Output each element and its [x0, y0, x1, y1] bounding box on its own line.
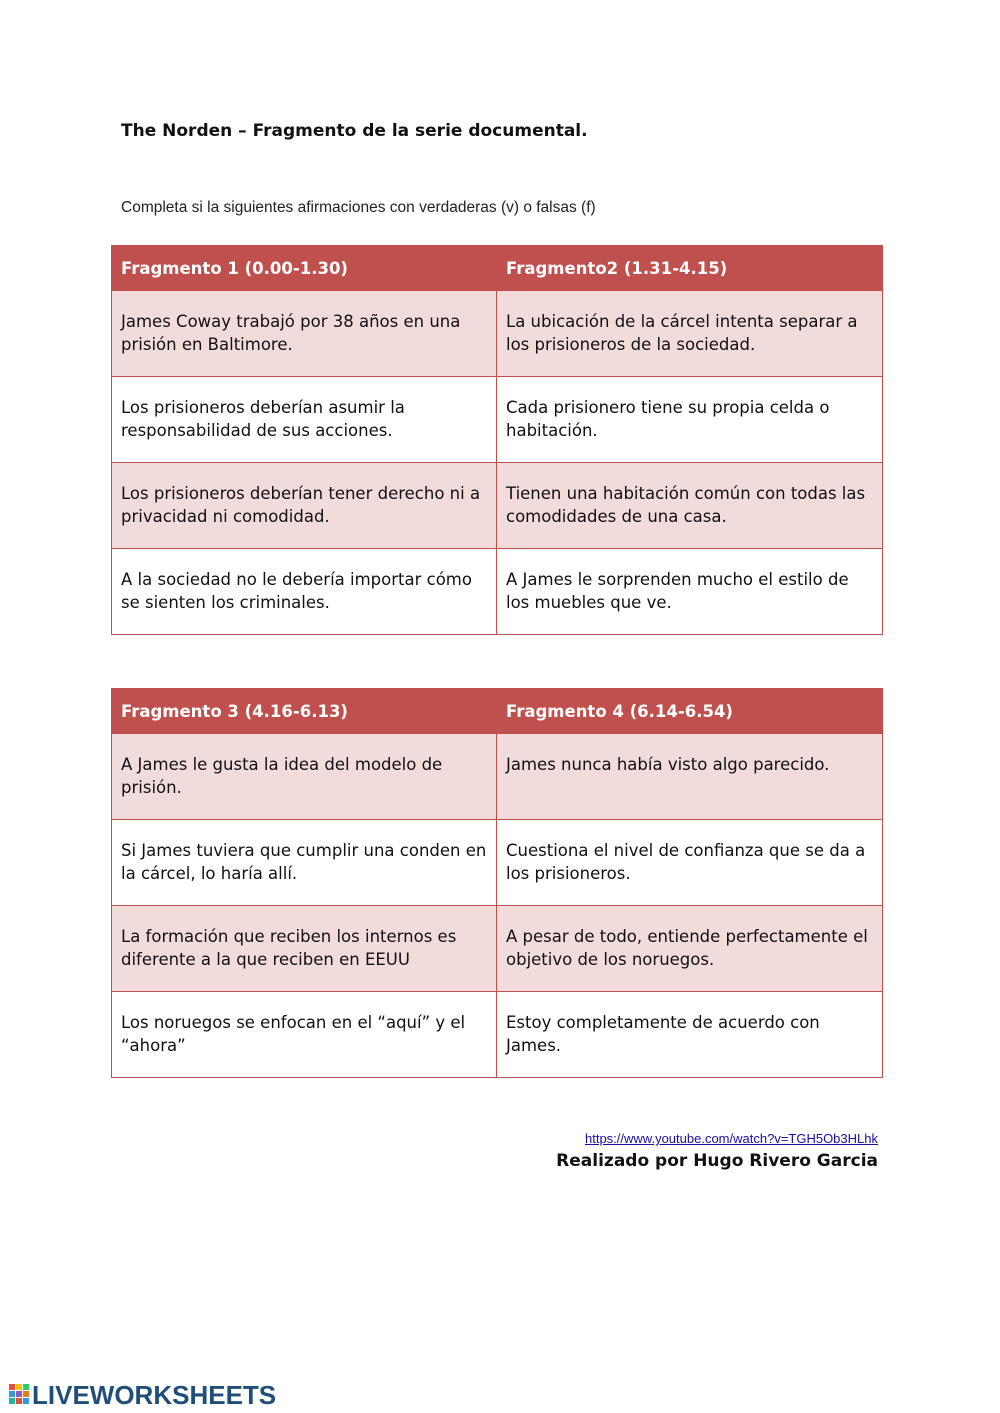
instructions: Completa si la siguientes afirmaciones con verdaderas (v) o falsas (f)	[121, 199, 596, 216]
statement-cell[interactable]: Estoy completamente de acuerdo con James.	[497, 992, 883, 1078]
liveworksheets-logo[interactable]	[8, 1381, 276, 1409]
statement-cell[interactable]: Cada prisionero tiene su propia celda o habitación.	[497, 377, 883, 463]
statement-cell[interactable]: A James le gusta la idea del modelo de prisión.	[112, 734, 497, 820]
page-title: The Norden – Fragmento de la serie documental.	[121, 121, 588, 141]
table-row	[112, 549, 883, 635]
statement-cell[interactable]: Tienen una habitación común con todas las comodidades de una casa.	[497, 463, 883, 549]
statement-cell[interactable]: Los prisioneros deberían tener derecho ni a privacidad ni comodidad.	[112, 463, 497, 549]
table-row	[112, 291, 883, 377]
fragment-table-1	[111, 245, 883, 635]
table-row	[112, 463, 883, 549]
table-row	[112, 992, 883, 1078]
table-row	[112, 820, 883, 906]
table-row	[112, 734, 883, 820]
statement-cell[interactable]: James nunca había visto algo parecido.	[497, 734, 883, 820]
statement-cell[interactable]: James Coway trabajó por 38 años en una prisión en Baltimore.	[112, 291, 497, 377]
author-credit: Realizado por Hugo Rivero Garcia	[556, 1151, 878, 1171]
statement-cell[interactable]: Si James tuviera que cumplir una conden en la cárcel, lo haría allí.	[112, 820, 497, 906]
statement-cell[interactable]: A pesar de todo, entiende perfectamente el objetivo de los noruegos.	[497, 906, 883, 992]
table-header-row	[112, 689, 883, 734]
liveworksheets-cube-icon	[8, 1383, 30, 1407]
table-row	[112, 377, 883, 463]
table-header-fragment-1: Fragmento 1 (0.00-1.30)	[112, 246, 497, 291]
logo-text: LIVEWORKSHEETS	[32, 1379, 277, 1410]
statement-cell[interactable]: La formación que reciben los internos es diferente a la que reciben en EEUU	[112, 906, 497, 992]
table-row	[112, 906, 883, 992]
youtube-link[interactable]: https://www.youtube.com/watch?v=TGH5Ob3HLhk	[585, 1131, 878, 1146]
statement-cell[interactable]: Los prisioneros deberían asumir la responsabilidad de sus acciones.	[112, 377, 497, 463]
table-header-fragment-4: Fragmento 4 (6.14-6.54)	[497, 689, 883, 734]
statement-cell[interactable]: A la sociedad no le debería importar cómo se sienten los criminales.	[112, 549, 497, 635]
table-header-fragment-3: Fragmento 3 (4.16-6.13)	[112, 689, 497, 734]
statement-cell[interactable]: Cuestiona el nivel de confianza que se da a los prisioneros.	[497, 820, 883, 906]
fragment-table-2	[111, 688, 883, 1078]
statement-cell[interactable]: La ubicación de la cárcel intenta separar a los prisioneros de la sociedad.	[497, 291, 883, 377]
table-header-row	[112, 246, 883, 291]
statement-cell[interactable]: Los noruegos se enfocan en el “aquí” y el “ahora”	[112, 992, 497, 1078]
table-header-fragment-2: Fragmento2 (1.31-4.15)	[497, 246, 883, 291]
statement-cell[interactable]: A James le sorprenden mucho el estilo de los muebles que ve.	[497, 549, 883, 635]
